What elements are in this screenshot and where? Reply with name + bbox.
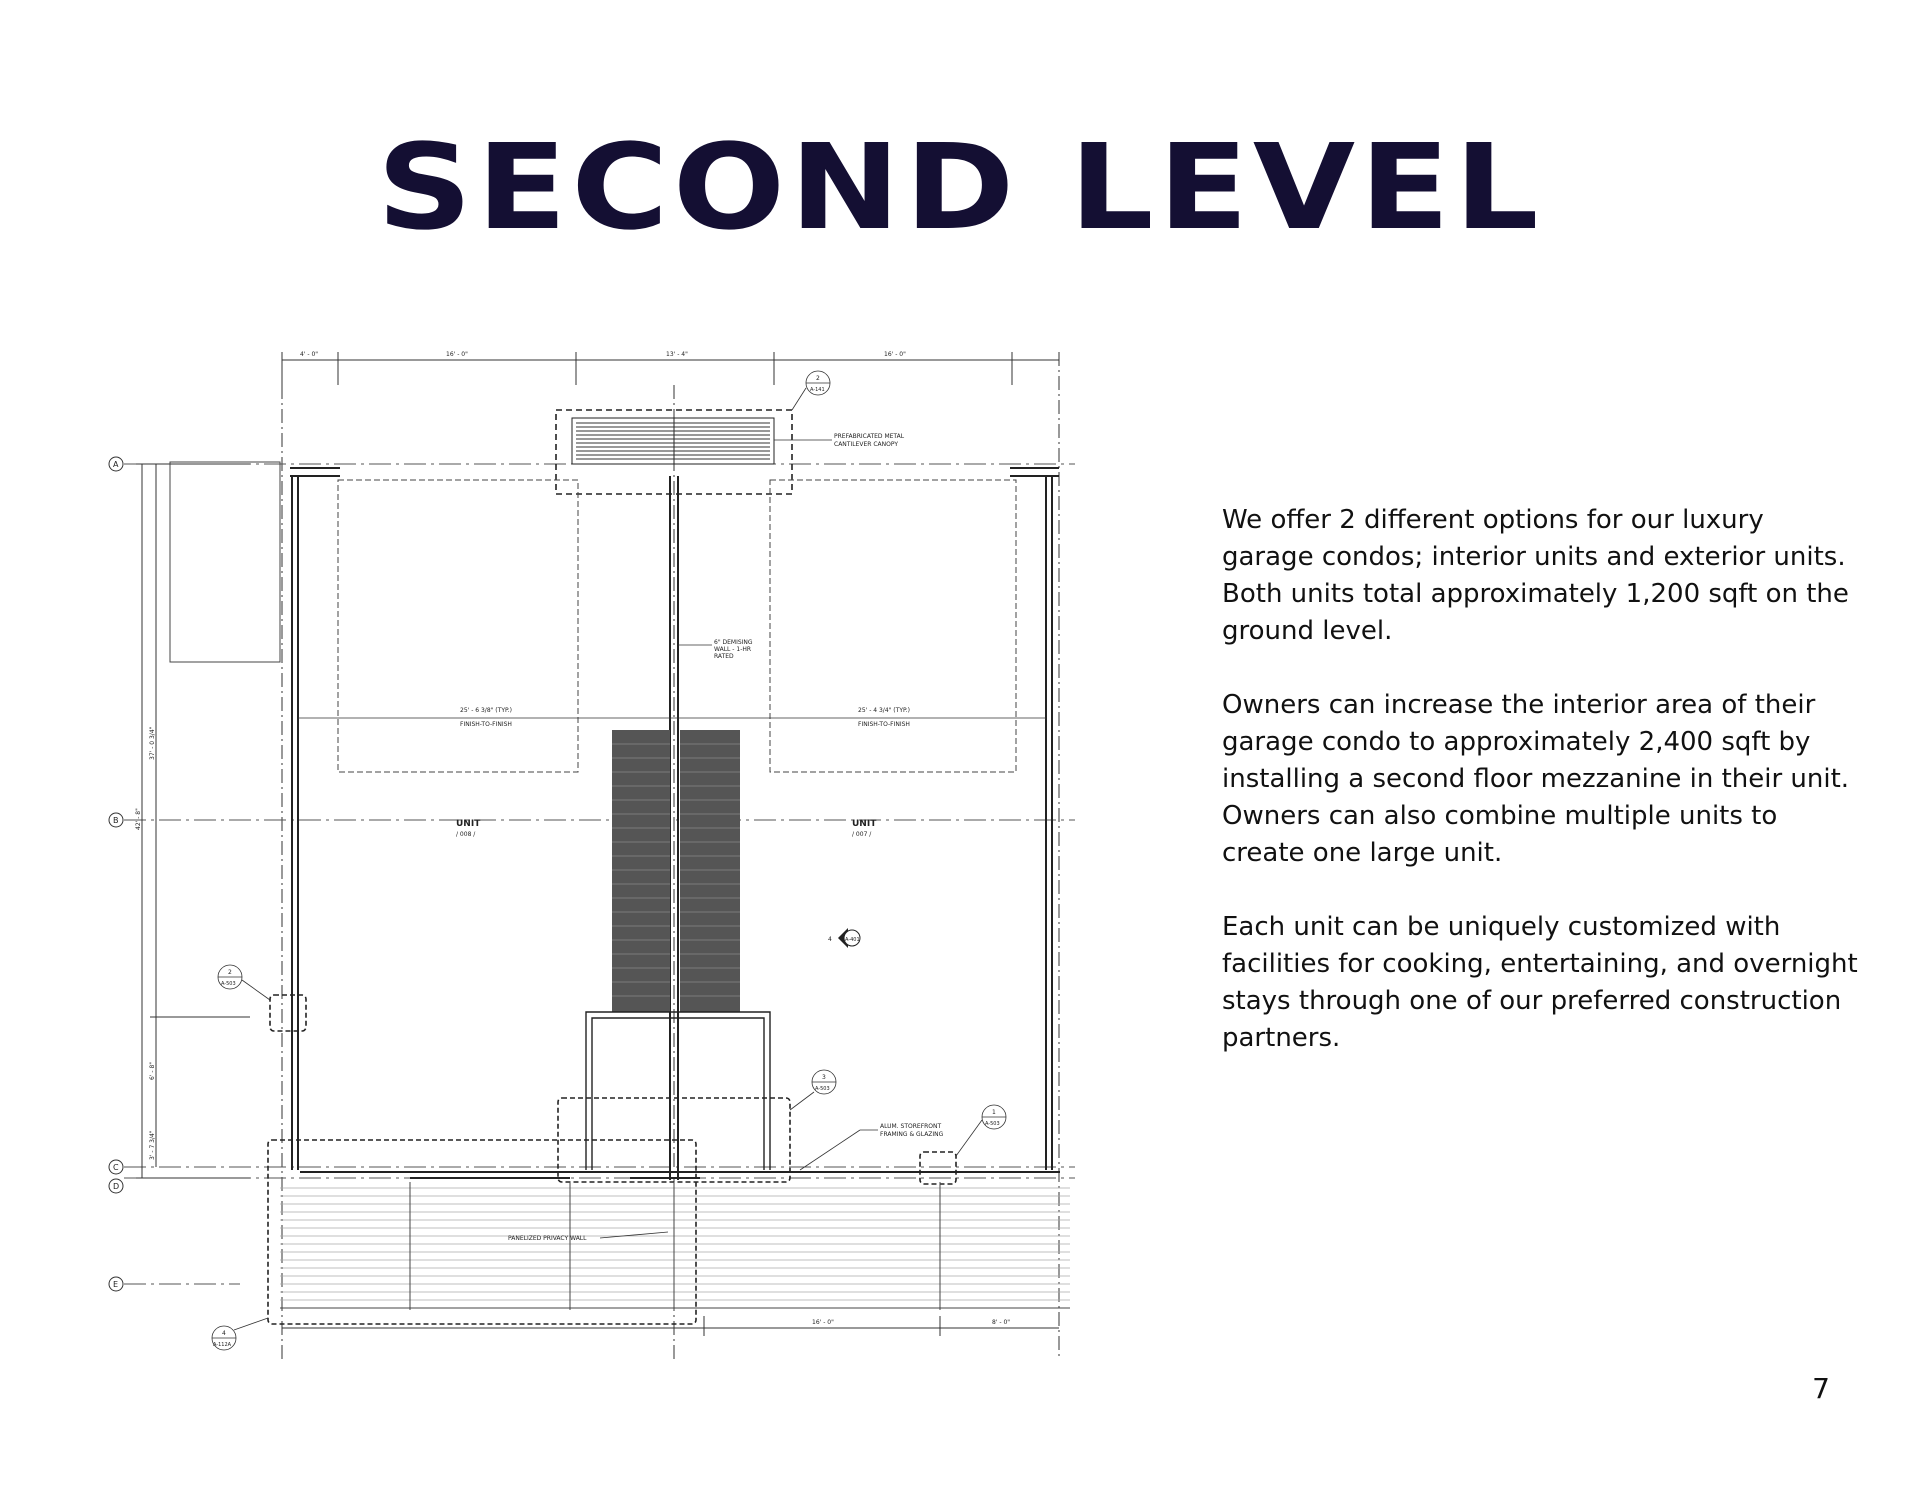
callout-5-sheet: A-112A — [213, 1342, 232, 1348]
storefront-note-line-1: ALUM. STOREFRONT — [880, 1123, 942, 1130]
dim-top-2: 16' - 0" — [446, 351, 468, 358]
callout-2-num: 2 — [228, 969, 232, 976]
wall-note-line-1: 6" DEMISING — [714, 639, 753, 646]
room-dim-left: 25' - 6 3/8" (TYP.) — [460, 707, 512, 714]
room-dim-right-note: FINISH-TO-FINISH — [858, 721, 910, 728]
dim-left-3: 6' - 8" — [149, 1061, 156, 1080]
paragraph-customization: Each unit can be uniquely customized with facilities for cooking, entertaining, and overnight stays through one of our preferred construction partners. — [1222, 912, 1858, 1053]
callout-2-sheet: A-503 — [221, 981, 236, 987]
dim-top-3: 13' - 4" — [666, 351, 688, 358]
callout-5-num: 4 — [222, 1330, 226, 1337]
storefront-glazing — [410, 1172, 940, 1178]
room-dim-left-note: FINISH-TO-FINISH — [460, 721, 512, 728]
unit-008-number: / 008 / — [456, 831, 476, 838]
callout-4-sheet: A-503 — [985, 1121, 1000, 1127]
dim-left-4: 3' - 7 3/4" — [149, 1130, 156, 1160]
bottom-dimension-string — [282, 1316, 1059, 1336]
paragraph-mezzanine: Owners can increase the interior area of their garage condo to approximately 2,400 sqft by installing a second floor mezzanine in their unit. Owners can also combine multiple units to create one large unit. — [1222, 690, 1850, 868]
dim-top-4: 16' - 0" — [884, 351, 906, 358]
callout-4-num: 1 — [992, 1109, 996, 1116]
grid-label-e: E — [113, 1280, 119, 1289]
canopy-slats — [576, 423, 770, 459]
canopy-note-line-1: PREFABRICATED METAL — [834, 433, 905, 440]
grid-lines — [124, 464, 1075, 1284]
floor-plan-drawing — [100, 340, 1090, 1360]
elevation-marker-sheet: A-401 — [845, 937, 860, 943]
privacy-wall-note: PANELIZED PRIVACY WALL — [508, 1235, 587, 1242]
dim-bottom-1: 16' - 0" — [812, 1319, 834, 1326]
metal-canopy — [572, 418, 774, 464]
room-dim-right: 25' - 4 3/4" (TYP.) — [858, 707, 910, 714]
unit-007-number: / 007 / — [852, 831, 872, 838]
callout-leaders — [234, 388, 982, 1330]
elevation-marker-num: 4 — [828, 936, 832, 943]
callout-bubbles — [212, 371, 1006, 1350]
grid-label-c: C — [113, 1163, 119, 1172]
grid-label-d: D — [113, 1182, 120, 1191]
page-number: 7 — [1812, 1372, 1830, 1405]
storefront-note-line-2: FRAMING & GLAZING — [880, 1131, 944, 1138]
dim-top-1: 4' - 0" — [300, 351, 319, 358]
stair-left — [612, 730, 670, 1012]
unit-008-label: UNIT — [456, 819, 481, 829]
paragraph-unit-options: We offer 2 different options for our luxury garage condos; interior units and exterior units. Both units total approximately 1,200 sqft on the ground level. — [1222, 505, 1849, 646]
callout-1-num: 2 — [816, 375, 820, 382]
callout-1-sheet: A-141 — [810, 387, 825, 393]
callout-3-sheet: A-503 — [815, 1086, 830, 1092]
grid-label-a: A — [113, 460, 119, 469]
dim-left-1: 37' - 0 3/4" — [149, 726, 156, 760]
wall-note-line-3: RATED — [714, 653, 734, 660]
callout-3-num: 3 — [822, 1074, 826, 1081]
adjacent-structure — [170, 462, 280, 662]
dim-bottom-2: 8' - 0" — [992, 1319, 1011, 1326]
stair-right — [680, 730, 740, 1012]
privacy-wall-posts — [280, 1182, 1070, 1310]
description-text — [1222, 502, 1862, 1094]
page-title: SECOND LEVEL — [376, 118, 1544, 256]
exterior-deck-hatch — [280, 1188, 1070, 1300]
detail-callout-boxes — [268, 995, 956, 1324]
canopy-note-line-2: CANTILEVER CANOPY — [834, 441, 898, 448]
wall-note-line-2: WALL - 1-HR — [714, 646, 752, 653]
dim-left-2: 42' - 8" — [135, 808, 142, 830]
grid-label-b: B — [113, 816, 119, 825]
unit-007-label: UNIT — [852, 819, 877, 829]
